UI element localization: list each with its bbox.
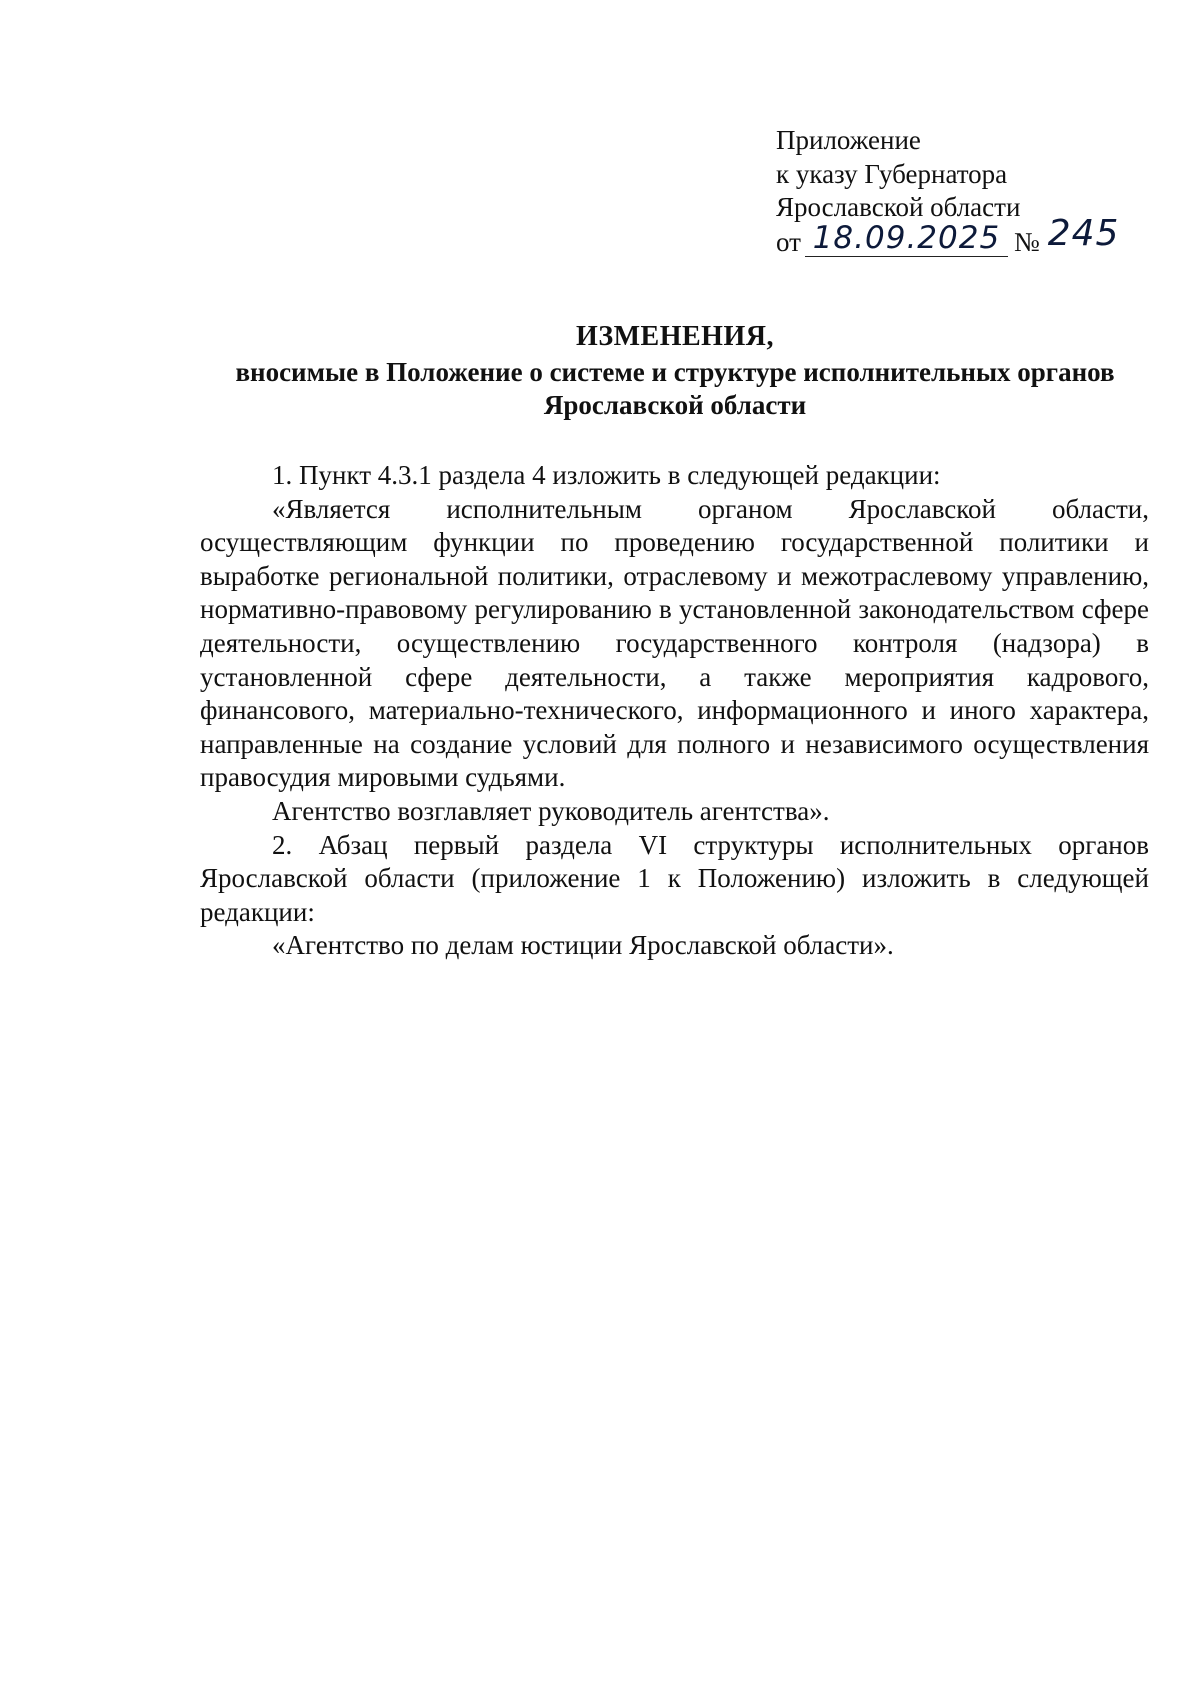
paragraph-item-2: 2. Абзац первый раздела VI структуры исполнительных органов Ярославской области (приложение 1 к Положению) изложить в следующей редакции: (200, 829, 1149, 927)
number-sign: № (1013, 226, 1040, 257)
paragraph-item-1-text: «Является исполнительным органом Ярославской области, осуществляющим функции по проведению государственной политики и выработке региональной политики, отраслевому и межотраслевому управлению, нормативно-правовому регулированию в установленной законодательством сфере деятельности, осуществлению государственного контроля (надзора) в установленной сфере деятельности, а также мероприятия кадрового, финансового, материально-технического, информационного и иного характера, направленные на создание условий для полного и независимого осуществления правосудия мировыми судьями. (200, 493, 1149, 793)
number-field (1047, 212, 1120, 254)
date-field (805, 219, 1008, 258)
appendix-date-line (776, 212, 1156, 260)
document-subtitle-line-1: вносимые в Положение о системе и структуре исполнительных органов (235, 357, 1115, 387)
appendix-decree-ref: к указу Губернатора (776, 158, 1008, 189)
paragraph-head-of-agency: Агентство возглавляет руководитель агентства». (272, 795, 830, 826)
paragraph-item-1: 1. Пункт 4.3.1 раздела 4 изложить в следующей редакции: (272, 460, 941, 490)
date-prefix: от (776, 226, 801, 257)
document-subtitle-line-2: Ярославской области (543, 390, 807, 420)
document-title-block (200, 320, 1150, 422)
appendix-label: Приложение (776, 125, 921, 155)
handwritten-number: 245 (1047, 212, 1120, 254)
paragraph-item-2-text: «Агентство по делам юстиции Ярославской области». (272, 930, 894, 961)
appendix-region: Ярославской области (776, 192, 1021, 222)
appendix-header (776, 124, 1156, 259)
document-body (200, 459, 1149, 963)
document-title: ИЗМЕНЕНИЯ, (576, 321, 774, 352)
handwritten-date: 18.09.2025 (812, 219, 1001, 256)
